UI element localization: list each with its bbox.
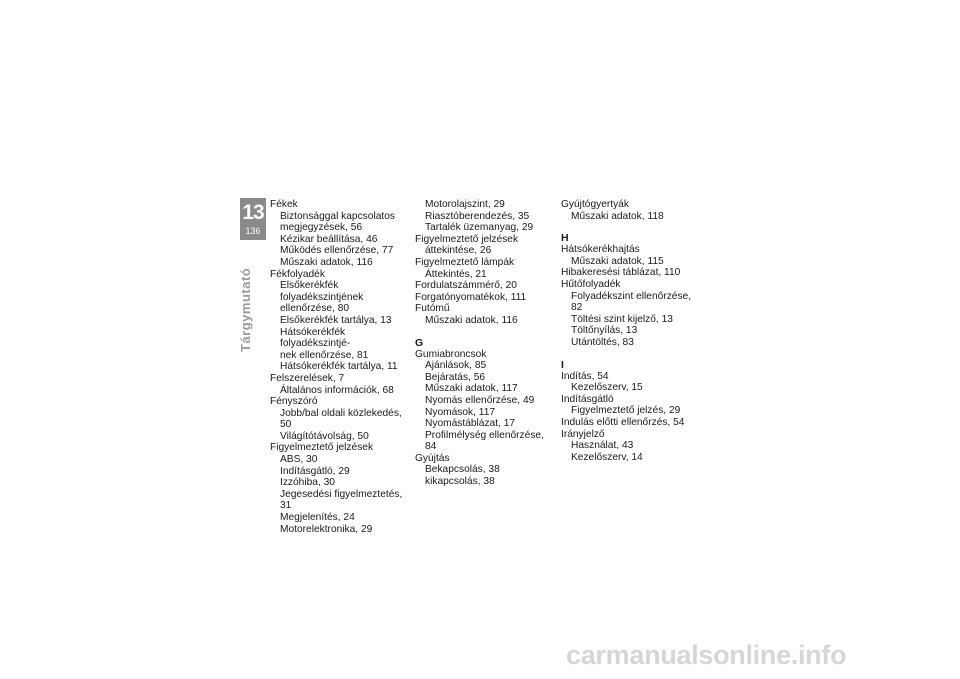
index-subentry: Profilmélység ellenőrzése, 84 — [425, 429, 544, 453]
index-letter-heading: G — [415, 336, 424, 349]
index-entry: Forgatónyomatékok, 111 — [415, 291, 527, 303]
index-subentry: Műszaki adatok, 118 — [571, 210, 664, 222]
index-entry: Gyújtógyertyák — [561, 199, 629, 210]
index-subentry: Nyomás ellenőrzése, 49 — [425, 394, 535, 406]
index-subentry: Ajánlások, 85 — [425, 360, 487, 372]
index-letter-heading: H — [561, 232, 569, 245]
index-subentry: Töltési szint kijelző, 13 — [571, 313, 673, 325]
index-subentry: Hátsókerékfék tartálya, 11 — [280, 361, 398, 373]
index-subentry: Riasztóberendezés, 35 — [425, 210, 530, 222]
index-subentry: áttekintése, 26 — [425, 245, 492, 257]
index-subentry: Használat, 43 — [571, 440, 634, 452]
index-entry: Figyelmeztető jelzések — [270, 442, 374, 454]
index-entry: Hűtőfolyadék — [561, 278, 621, 290]
index-column-2 — [415, 199, 557, 488]
index-subentry: megjegyzések, 56 — [280, 222, 363, 234]
index-entry: Indulás előtti ellenőrzés, 54 — [561, 416, 685, 428]
index-subentry: Kézikar beállítása, 46 — [280, 233, 378, 245]
index-subentry: Utántöltés, 83 — [571, 336, 634, 348]
index-subentry: Tartalék üzemanyag, 29 — [425, 222, 534, 234]
index-entry: Indításgátló — [561, 393, 614, 405]
index-subentry: Jegesedési figyelmeztetés, 31 — [280, 488, 403, 512]
index-subentry: Izzóhiba, 30 — [280, 477, 335, 489]
index-subentry: Jobb/bal oldali közlekedés, 50 — [280, 407, 402, 431]
index-subentry: Bekapcsolás, 38 — [425, 464, 500, 476]
index-entry: Gumiabroncsok — [415, 348, 487, 360]
index-subentry: Műszaki adatok, 117 — [425, 383, 518, 395]
index-subentry: Nyomástáblázat, 17 — [425, 418, 516, 430]
index-subentry: Általános információk, 68 — [280, 384, 394, 396]
side-title: Tárgymutató — [238, 267, 253, 352]
index-entry: Fékek — [270, 199, 298, 210]
index-subentry: Figyelmeztető jelzés, 29 — [571, 405, 681, 417]
index-subentry: Elsőkerékfék folyadékszintjének — [280, 280, 364, 303]
index-subentry: Biztonsággal kapcsolatos — [280, 210, 395, 222]
index-subentry: Működés ellenőrzése, 77 — [280, 245, 394, 257]
page-number: 136 — [245, 226, 261, 236]
index-subentry: Folyadékszint ellenőrzése, 82 — [571, 290, 692, 314]
index-entry: Fényszóró — [270, 396, 318, 408]
index-column-3 — [561, 199, 703, 463]
index-entry: Gyújtás — [415, 452, 450, 464]
index-subentry: Indításgátló, 29 — [280, 465, 350, 477]
index-subentry: Megjelenítés, 24 — [280, 512, 355, 524]
index-entry: Indítás, 54 — [561, 370, 609, 382]
index-entry: Fordulatszámmérő, 20 — [415, 280, 517, 292]
index-entry: Fékfolyadék — [270, 268, 325, 280]
chapter-number: 13 — [242, 201, 264, 224]
index-entry: Futómű — [415, 303, 450, 315]
index-subentry: Kezelőszerv, 14 — [571, 451, 643, 463]
index-subentry: kikapcsolás, 38 — [425, 476, 495, 488]
index-subentry: Műszaki adatok, 115 — [571, 255, 664, 267]
index-subentry: Műszaki adatok, 116 — [280, 256, 373, 268]
index-subentry: Motorelektronika, 29 — [280, 523, 373, 535]
index-subentry: Töltőnyílás, 13 — [571, 325, 638, 337]
index-subentry: Műszaki adatok, 116 — [425, 314, 518, 326]
index-entry: Felszerelések, 7 — [270, 372, 345, 384]
index-entry: Figyelmeztető jelzések — [415, 233, 519, 245]
index-subentry: ABS, 30 — [280, 454, 318, 466]
index-subentry: Bejáratás, 56 — [425, 371, 486, 383]
chapter-badge — [240, 198, 266, 240]
index-subentry: Világítótávolság, 50 — [280, 430, 369, 442]
index-subentry: Áttekintés, 21 — [425, 268, 487, 280]
index-subentry: Elsőkerékfék tartálya, 13 — [280, 314, 392, 326]
index-entry: Hátsókerékhajtás — [561, 244, 640, 256]
index-column-1 — [270, 199, 412, 535]
index-subentry: nek ellenőrzése, 81 — [280, 349, 369, 361]
index-subentry: ellenőrzése, 80 — [280, 303, 350, 315]
index-subentry: Hátsókerékfék folyadékszintjé- — [280, 326, 351, 350]
index-subentry: Kezelőszerv, 15 — [571, 382, 643, 394]
index-entry: Hibakeresési táblázat, 110 — [561, 267, 681, 279]
watermark: carmanualsonline.info — [566, 640, 847, 670]
index-letter-heading: I — [561, 358, 564, 371]
index-entry: Irányjelző — [561, 428, 605, 440]
index-entry: Figyelmeztető lámpák — [415, 256, 515, 268]
index-subentry: Nyomások, 117 — [425, 406, 496, 418]
index-subentry: Motorolajszint, 29 — [425, 199, 505, 210]
